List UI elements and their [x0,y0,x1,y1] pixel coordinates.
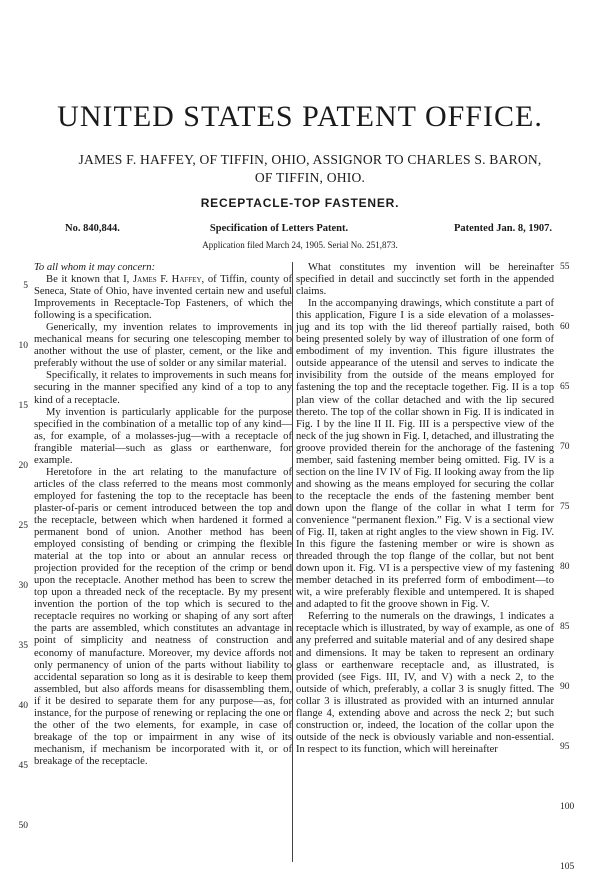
paragraph: What constitutes my invention will be hereinafter specified in detail and succinctly set forth in the appended claims. [296,262,554,298]
line-number: 20 [18,461,28,471]
inventor-line-2: OF TIFFIN, OHIO. [254,170,366,185]
line-number: 55 [560,262,570,272]
inventor-name: James F. Haffey [133,274,202,286]
line-number: 25 [18,521,28,531]
inventor-line-1: JAMES F. HAFFEY, OF TIFFIN, OHIO, ASSIGNOR TO CHARLES S. BARON, [78,152,542,167]
line-number: 45 [18,761,28,771]
line-number: 15 [18,401,28,411]
line-number: 10 [18,341,28,351]
application-line: Application filed March 24, 1905. Serial No. 251,873. [202,240,398,250]
salutation: To all whom it may concern: [34,262,156,273]
patented-date: Patented Jan. 8, 1907. [454,223,552,234]
line-number: 100 [560,802,575,812]
line-number: 5 [23,281,28,291]
paragraph: My invention is particularly applicable for the purpose specified in the combination of a metallic top of any kind—as, for example, of a molasses-jug—with a receptacle of frangible material—such as glass or earthenware, for example. [34,406,292,466]
line-number: 65 [560,382,570,392]
line-number: 60 [560,322,570,332]
line-number: 90 [560,682,570,692]
column-divider [292,262,293,862]
line-number: 95 [560,742,570,752]
line-number: 30 [18,581,28,591]
office-title: UNITED STATES PATENT OFFICE. [57,100,543,133]
line-number: 85 [560,622,570,632]
paragraph [34,274,292,322]
paragraph: Specifically, it relates to improvements in such means for securing in the manner specified any kind of a top to any kind of a receptacle. [34,370,292,406]
line-number: 80 [560,562,570,572]
line-number: 105 [560,862,575,872]
inventor-assignor-line [40,151,580,187]
text-run: , of Tiffin, county of Seneca, State of Ohio, have invented certain new and useful Improvements in Receptacle-Top Fasteners, of which the following is a specification. [34,274,293,322]
paragraph: Heretofore in the art relating to the manufacture of articles of the class referred to the means most commonly employed for fastening the top to the receptacle has been plaster-of-paris or cement introduced between the top and the receptacle, between which when hardened it formed a permanent bond of union. Another method has been employed consisting of bending or crimping the flexible material at the top into or about an annular recess or projection provided for the reception of the crimp or bend upon the receptacle. Another method has been to screw the top upon a threaded neck of the receptacle. By my present invention the portion of the top which is secured to the receptacle requires no working or shaping of any sort after the parts are assembled, which constitutes an advantage in point of simplicity and neatness of construction and economy of manufacture. Moreover, my device affords not only permanency of union of the parts without liability to accidental separation so long as it is desirable to keep them assembled, but also affords means for disassembling them, if it be desired to separate them for any purpose—as, for instance, for the purpose of renewing or replacing the one or the other of the two elements, for example, in case of breakage of the top or impairment in any wise of its mechanism, if mechanism be incorporated with it, or of breakage of the receptacle. [34,466,292,767]
left-column [34,262,292,768]
paragraph: Generically, my invention relates to improvements in mechanical means for securing one telescoping member to another without the use of plaster, cement, or the like and preferably without the use of solder or any similar material. [34,322,292,370]
line-number: 75 [560,502,570,512]
line-number: 50 [18,821,28,831]
specification-label: Specification of Letters Patent. [209,223,349,234]
invention-title: RECEPTACLE-TOP FASTENER. [200,196,400,210]
patent-number: No. 840,844. [65,223,120,234]
paragraph: In the accompanying drawings, which constitute a part of this application, Figure I is a side elevation of a molasses-jug and its top with the lid thereof partially raised, both being presented solely by way of illustration of one form of embodiment of my invention. This figure illustrates the outside appearance of the utensil and serves to indicate the invisibility from the outside of the means employed for fastening the top and the receptacle together. Fig. II is a top plan view of the collar detached and with the lip secured thereto. The top of the collar shown in Fig. II is indicated in Fig. I by the line II II. Fig. III is a perspective view of the neck of the jug shown in Fig. I, detached, and illustrating the groove provided therein for the anchorage of the fastening member, said fastening member being omitted. Fig. IV is a section on the line IV IV of Fig. II looking away from the lip and showing as the means employed for securing the collar to the receptacle the ends of the fastening member bent down upon the flange of the collar in what I term for convenience “permanent flexion.” Fig. V is a sectional view of Fig. II, taken at right angles to the view shown in Fig. IV. In this figure the fastening member or wire is shown as threaded through the top flange of the collar, but not bent down upon it. Fig. VI is a perspective view of my fastening member detached in its preferred form of embodiment—to wit, a wire preferably flexible and untempered. It is shaped and adapted to fit the groove shown in Fig. V. [296,298,554,611]
line-number: 35 [18,641,28,651]
right-column [296,262,554,756]
paragraph: Referring to the numerals on the drawings, 1 indicates a receptacle which is illustrated, by way of example, as one of any preferred and suitable material and of any desired shape and dimensions. It may be taken to represent an ordinary glass or earthenware receptacle and, as illustrated, is provided (see Figs. III, IV, and V) with a neck 2, to the outside of which, preferably, a collar 3 is snugly fitted. The collar 3 is illustrated as provided with an inturned annular flange 4, extending above and across the neck 2; but such construction or, indeed, the location of the collar upon the outside of the neck is obviously variable and non-essential. In respect to its function, which will hereinafter [296,611,554,755]
line-number: 40 [18,701,28,711]
line-number: 70 [560,442,570,452]
text-run: Be it known that I, [46,274,134,286]
